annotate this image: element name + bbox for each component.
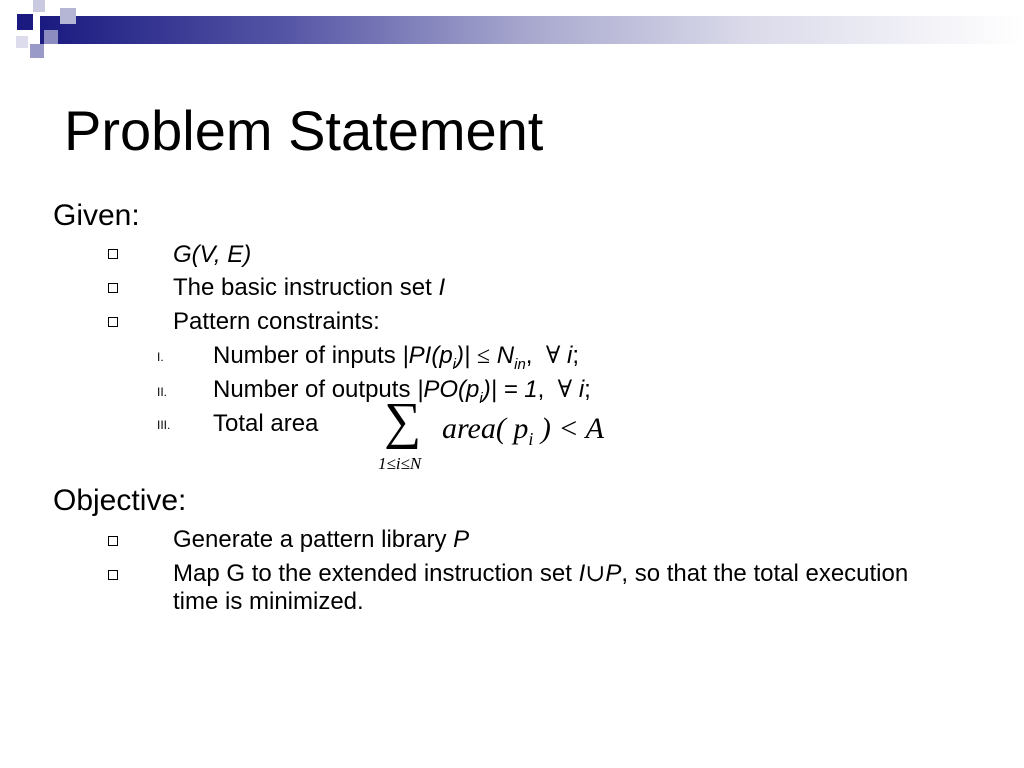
deco-square bbox=[16, 36, 28, 48]
roman-numeral: III. bbox=[157, 418, 171, 432]
square-bullet-icon bbox=[108, 570, 118, 580]
objective-item-pattern-library: Generate a pattern library P bbox=[173, 526, 470, 553]
given-item-instruction-set: The basic instruction set I bbox=[173, 274, 446, 301]
given-heading: Given: bbox=[53, 199, 140, 232]
constraint-outputs: Number of outputs $|PO(p_i)| = 1$, ∀ i; bbox=[213, 376, 591, 407]
deco-square bbox=[30, 44, 44, 58]
area-sum-formula bbox=[378, 393, 678, 478]
constraint-total-area: Total area bbox=[213, 410, 319, 437]
summation-lower-limit: 1≤i≤N bbox=[378, 454, 422, 473]
square-bullet-icon bbox=[108, 317, 118, 327]
roman-numeral: I. bbox=[157, 350, 164, 364]
deco-square bbox=[17, 14, 33, 30]
constraint-inputs: Number of inputs $|PI(p_i)| \le N_{in}$, ∀ i; bbox=[213, 342, 579, 373]
square-bullet-icon bbox=[108, 283, 118, 293]
slide-title: Problem Statement bbox=[64, 99, 544, 162]
deco-square bbox=[44, 30, 58, 44]
deco-square bbox=[33, 0, 45, 12]
objective-heading: Objective: bbox=[53, 484, 187, 517]
deco-square bbox=[60, 8, 76, 24]
square-bullet-icon bbox=[108, 249, 118, 259]
summation-symbol: ∑ bbox=[384, 393, 422, 450]
given-item-pattern-constraints: Pattern constraints: bbox=[173, 308, 380, 335]
summation-body: area( $p_i$ ) < A bbox=[442, 412, 604, 449]
square-bullet-icon bbox=[108, 536, 118, 546]
roman-numeral: II. bbox=[157, 385, 168, 399]
header-gradient-bar bbox=[40, 16, 1024, 44]
given-item-graph: G(V, E) bbox=[173, 241, 252, 268]
objective-item-map-graph: Map G to the extended instruction set I∪P, so that the total execution time is minimized. bbox=[173, 560, 909, 615]
